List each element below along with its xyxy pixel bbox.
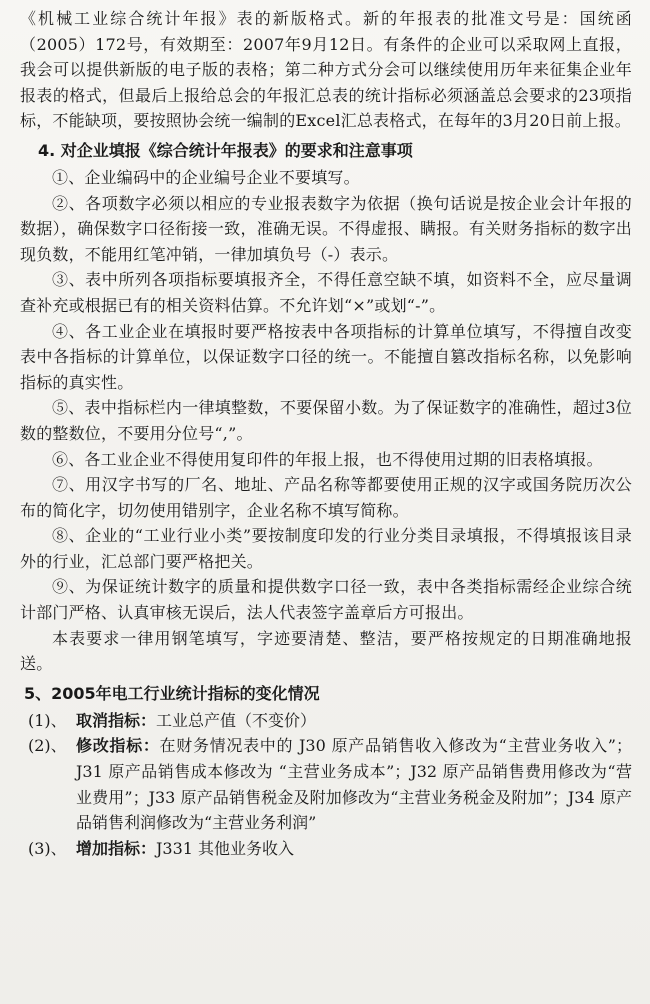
change-item-number: (3)、 bbox=[28, 838, 67, 858]
change-item-lead: 增加指标： bbox=[76, 838, 157, 858]
change-item-lead: 修改指标： bbox=[76, 736, 160, 756]
change-item-body bbox=[76, 733, 632, 835]
requirement-note: 本表要求一律用钢笔填写，字迹要清楚、整洁，要严格按规定的日期准确地报送。 bbox=[20, 628, 632, 674]
change-item-number: (2)、 bbox=[28, 736, 67, 756]
intro-paragraph: 《机械工业综合统计年报》表的新版格式。新的年报表的批准文号是：国统函（2005）172号，有效期至：2007年9月12日。有条件的企业可以采取网上直报，我会可以提供新版的电子版的表格；第二种方式分会可以继续使用历年来征集企业年报表的格式，但最后上报给总会的年报汇总表的统计指标必须涵盖总会要求的23项指标，不能缺项，要按照协会统一编制的Excel汇总表格式，在每年的3月20日前上报。 bbox=[20, 9, 632, 131]
requirement-8: ⑧、企业的“工业行业小类”要按制度印发的行业分类目录填报，不得填报该目录外的行业，汇总部门要严格把关。 bbox=[20, 526, 632, 571]
change-item-text: 在财务情况表中的 J30 原产品销售收入修改为“主营业务收入”；J31 原产品销售成本修改为 “主营业务成本”；J32 原产品销售费用修改为“营业费用”；J33 原产品销售税金及附加修改为“主营业务税金及附加”；J34 原产品销售利润修改为“主营业务利润” bbox=[76, 736, 632, 833]
change-item-number: (1)、 bbox=[28, 710, 67, 730]
requirement-7: ⑦、用汉字书写的厂名、地址、产品名称等都要使用正规的汉字或国务院历次公布的简化字，切勿使用错别字，企业名称不填写简称。 bbox=[20, 475, 632, 520]
requirement-5: ⑤、表中指标栏内一律填整数，不要保留小数。为了保证数字的准确性，超过3位数的整数位，不要用分位号“,”。 bbox=[20, 398, 632, 443]
change-item-removed bbox=[20, 708, 632, 734]
section-5-heading: 5、2005年电工行业统计指标的变化情况 bbox=[24, 683, 320, 703]
requirement-4: ④、各工业企业在填报时要严格按表中各项指标的计算单位填写，不得擅自改变表中各指标的计算单位，以保证数字口径的统一。不能擅自篡改指标名称，以免影响指标的真实性。 bbox=[20, 321, 632, 392]
change-item-added bbox=[20, 836, 632, 862]
requirement-6: ⑥、各工业企业不得使用复印件的年报上报，也不得使用过期的旧表格填报。 bbox=[52, 449, 603, 469]
requirement-9: ⑨、为保证统计数字的质量和提供数字口径一致，表中各类指标需经企业综合统计部门严格、认真审核无误后，法人代表签字盖章后方可报出。 bbox=[20, 577, 632, 623]
change-item-text: 工业总产值（不变价） bbox=[156, 710, 317, 730]
change-item-lead: 取消指标： bbox=[76, 710, 157, 730]
change-item-body bbox=[76, 708, 632, 734]
requirement-1: ①、企业编码中的企业编号企业不要填写。 bbox=[52, 167, 360, 187]
requirement-3: ③、表中所列各项指标要填报齐全，不得任意空缺不填，如资料不全，应尽量调查补充或根据已有的相关资料估算。不允许划“×”或划“-”。 bbox=[20, 270, 632, 315]
section-4-heading: 4. 对企业填报《综合统计年报表》的要求和注意事项 bbox=[38, 140, 413, 160]
requirement-2: ②、各项数字必须以相应的专业报表数字为依据（换句话说是按企业会计年报的数据），确保数字口径衔接一致，准确无误。不得虚报、瞒报。有关财务指标的数字出现负数，不能用红笔冲销，一律加填负号（-）表示。 bbox=[20, 193, 632, 264]
change-item-modified bbox=[20, 733, 632, 835]
change-item-body bbox=[76, 836, 632, 862]
change-item-text: J331 其他业务收入 bbox=[156, 838, 295, 858]
